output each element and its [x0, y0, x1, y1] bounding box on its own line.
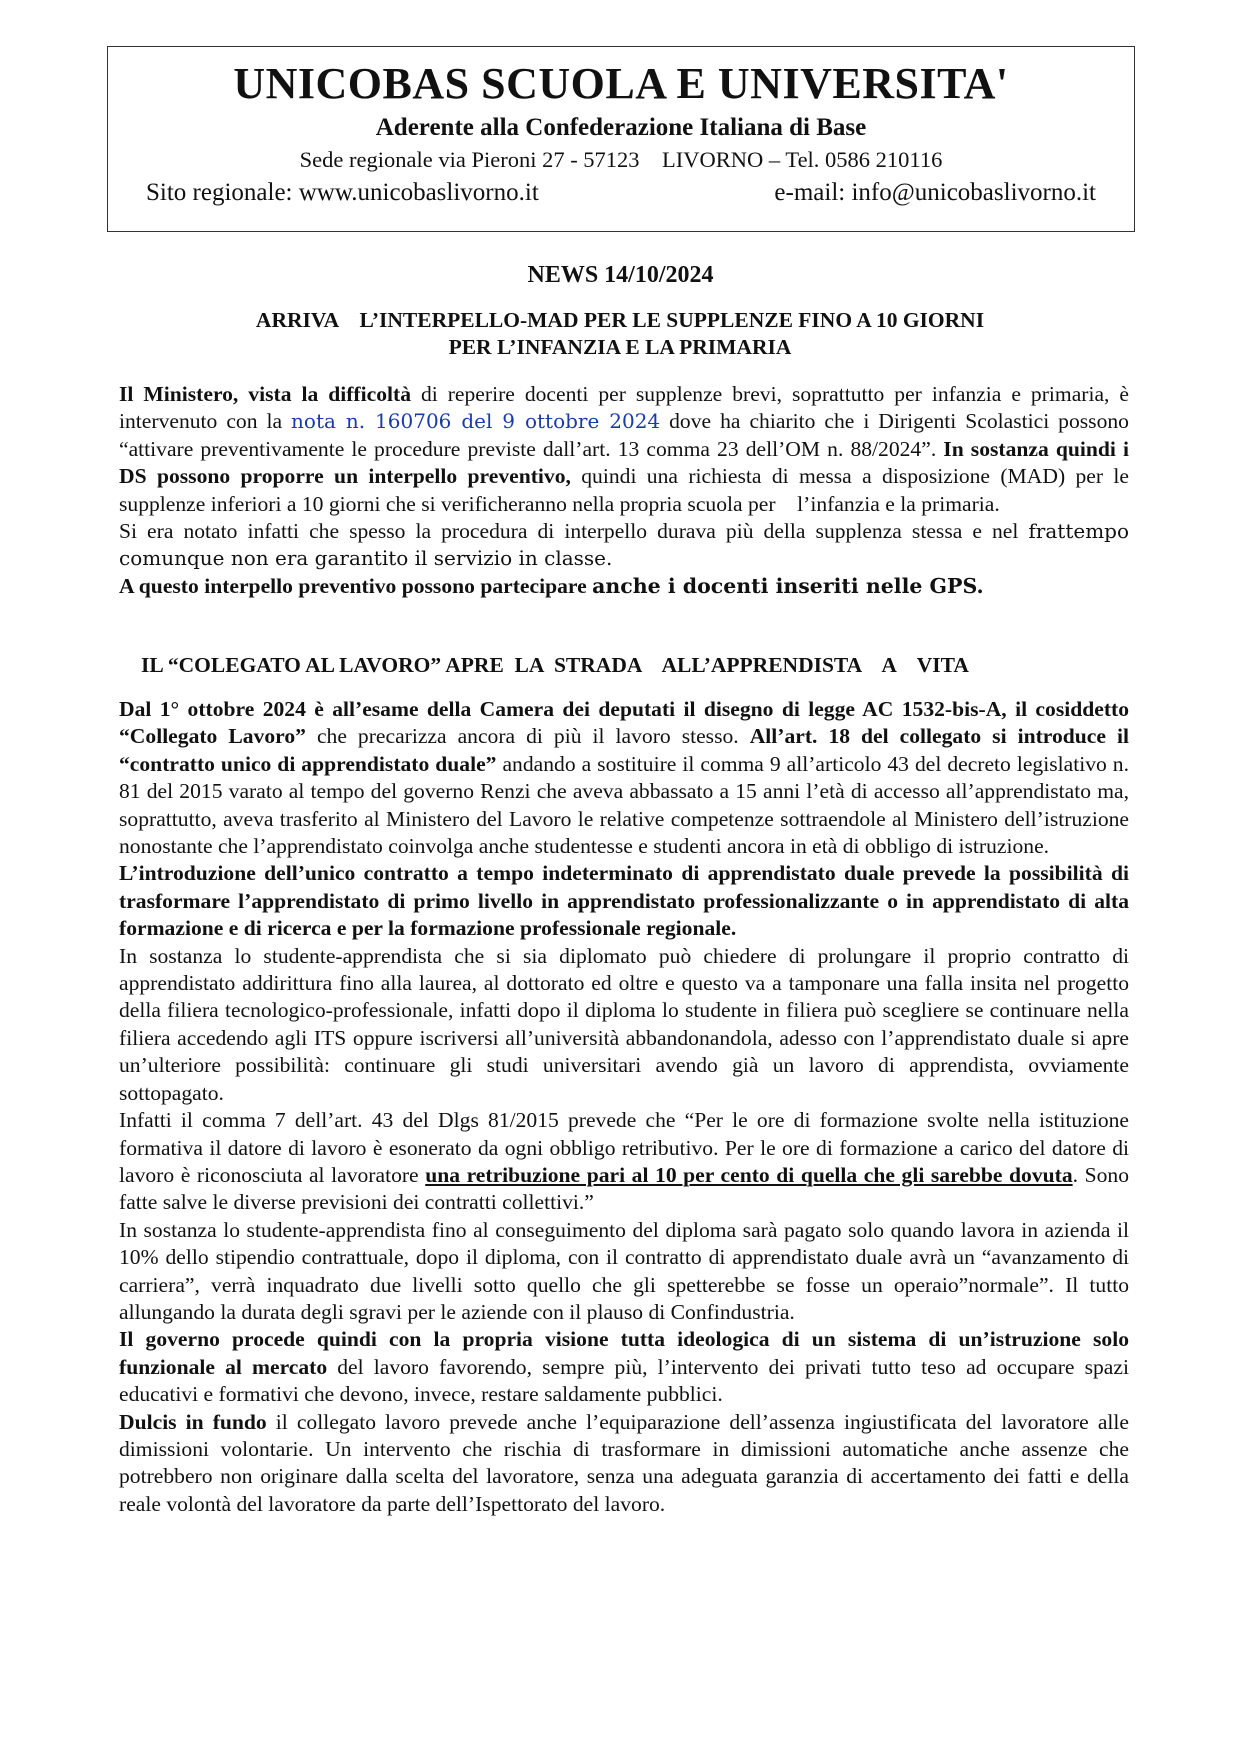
body-text: di reperire docenti per supplenze brevi, soprattutto per infanzia e primaria, è intervenuto con la	[119, 382, 1130, 434]
article2-paragraph-7	[119, 1409, 1129, 1519]
body-text: Infatti il comma 7 dell’art. 43 del Dlgs 81/2015 prevede che “Per le ore di formazione svolte nella istituzione formativa il datore di lavoro è esonerato da ogni obbligo retributivo. Per le ore di formazione a carico del datore di lavoro è riconosciuta al lavoratore	[119, 1108, 1129, 1187]
article2-paragraph-1	[119, 696, 1129, 860]
article1-headline-line2: PER L’INFANZIA E LA PRIMARIA	[448, 335, 792, 359]
ministry-note-link[interactable]: nota n. 160706 del 9 ottobre 2024	[291, 409, 661, 434]
body-text: frattempo comunque non era garantito il servizio in classe.	[119, 519, 1129, 571]
body-text: il collegato lavoro prevede anche l’equiparazione dell’assenza ingiustificata del lavoratore alle dimissioni volontarie. Un intervento che rischia di trasformare in dimissioni automatiche anche assenze che potrebbero non originare dalla scelta del lavoratore, senza una adeguata garanzia di accertamento dei fatti e della reale volontà del lavoratore da parte dell’Ispettorato del lavoro.	[119, 1409, 1129, 1516]
article1-headline-line1: ARRIVA L’INTERPELLO-MAD PER LE SUPPLENZE FINO A 10 GIORNI	[255, 308, 985, 332]
article2-headline: IL “COLEGATO AL LAVORO” APRE LA STRADA ALL’APPRENDISTA A VITA	[141, 653, 969, 677]
article1-paragraph-1	[119, 381, 1135, 518]
body-text: dove ha chiarito che i Dirigenti Scolastici possono “attivare preventivamente le procedure previste dall’art. 13 comma 23 dell’OM n. 88/2024”.	[119, 409, 1129, 461]
article1-headline	[107, 307, 1133, 361]
bold-text: Dal 1° ottobre 2024 è all’esame della Camera dei deputati il disegno di legge AC 1532-bis-A, il cosiddetto “Collegato Lavoro”	[119, 697, 1129, 749]
body-text: che precarizza ancora di più il lavoro stesso.	[305, 724, 750, 749]
article1-paragraph-3	[119, 573, 1129, 600]
website-text: Sito regionale: www.unicobaslivorno.it	[146, 179, 539, 206]
body-text: Si era notato infatti che spesso la procedura di interpello durava più della supplenza stessa e nel	[119, 519, 1029, 544]
article2-body	[119, 696, 1129, 1518]
article1-paragraph-2	[119, 518, 1129, 573]
bold-text: Il Ministero, vista la difficoltà	[119, 382, 411, 406]
news-date-title: NEWS 14/10/2024	[527, 262, 714, 288]
body-text: andando a sostituire il comma 9 all’articolo 43 del decreto legislativo n. 81 del 2015 varato al tempo del governo Renzi che aveva abbassato a 15 anni l’età di accesso all’apprendistato ma, soprattutto, aveva trasferito al Ministero del Lavoro le relative competenze sottraendole al Ministero dell’istruzione nonostante che l’apprendistato coinvolga anche studentesse e studenti ancora in età di obbligo di istruzione.	[119, 751, 1129, 859]
article2-paragraph-2	[119, 860, 1129, 942]
bold-text: L’introduzione dell’unico contratto a tempo indeterminato di apprendistato duale prevede la possibilità di trasformare l’apprendistato di primo livello in apprendistato professionalizzante o in apprendistato di alta formazione e di ricerca e per la formazione professionale regionale.	[119, 861, 1129, 941]
article2-paragraph-5: In sostanza lo studente-apprendista fino al conseguimento del diploma sarà pagato solo quando lavora in azienda il 10% dello stipendio contrattuale, dopo il diploma, con il contratto di apprendistato duale avrà un “avanzamento di carriera”, verrà inquadrato due livelli sotto quello che gli spetterebbe se fosse un operaio”normale”. Il tutto allungando la durata degli sgravi per le aziende con il plauso di Confindustria.	[119, 1217, 1129, 1324]
body-text: quindi una richiesta di messa a disposizione (MAD) per le supplenze inferiori a 10 giorni che si verificheranno nella propria scuola per l’infanzia e la primaria.	[119, 464, 1135, 516]
bold-text: A questo interpello preventivo possono partecipare	[119, 573, 593, 598]
underlined-bold-text: una retribuzione pari al 10 per cento di quella che gli sarebbe dovuta	[425, 1162, 1073, 1187]
bold-text: Dulcis in fundo	[119, 1409, 267, 1434]
body-text: . Sono fatte salve le diverse previsioni dei contratti collettivi.”	[119, 1162, 1130, 1215]
organization-name: UNICOBAS SCUOLA E UNIVERSITA'	[233, 59, 1009, 108]
organization-affiliation: Aderente alla Confederazione Italiana di Base	[375, 114, 867, 141]
body-text: del lavoro favorendo, sempre più, l’intervento dei privati tutto teso ad occupare spazi educativi e formativi che devono, invece, restare saldamente pubblici.	[119, 1354, 1129, 1407]
organization-contacts	[108, 176, 1134, 210]
bold-text: Il governo procede quindi con la propria visione tutta ideologica di un sistema di un’istruzione solo funzionale al mercato	[119, 1327, 1129, 1379]
article2-paragraph-3: In sostanza lo studente-apprendista che si sia diplomato può chiedere di prolungare il proprio contratto di apprendistato addirittura fino alla laurea, al dottorato ed oltre e questo va a tamponare una falla insita nel progetto della filiera tecnologico-professionale, infatti dopo il diploma lo studente in filiera può scegliere se continuare nella filiera accedendo agli ITS oppure iscriversi all’università abbandonandola, adesso con l’apprendistato duale si apre un’ulteriore possibilità: continuare gli studi universitari avendo già un lavoro di apprendista, ovviamente sottopagato.	[119, 943, 1129, 1105]
article2-paragraph-6	[119, 1326, 1129, 1408]
bold-text: anche i docenti inseriti nelle GPS.	[592, 573, 984, 598]
letterhead-box	[107, 46, 1135, 232]
organization-address: Sede regionale via Pieroni 27 - 57123 LIVORNO – Tel. 0586 210116	[299, 147, 943, 172]
article1-body	[119, 381, 1135, 600]
bold-text: All’art. 18 del collegato si introduce il “contratto unico di apprendistato duale”	[119, 724, 1129, 776]
bold-text: In sostanza quindi i DS possono proporre un interpello preventivo,	[119, 436, 1129, 489]
email-text: e-mail: info@unicobaslivorno.it	[774, 179, 1096, 206]
article2-paragraph-4	[119, 1107, 1129, 1217]
